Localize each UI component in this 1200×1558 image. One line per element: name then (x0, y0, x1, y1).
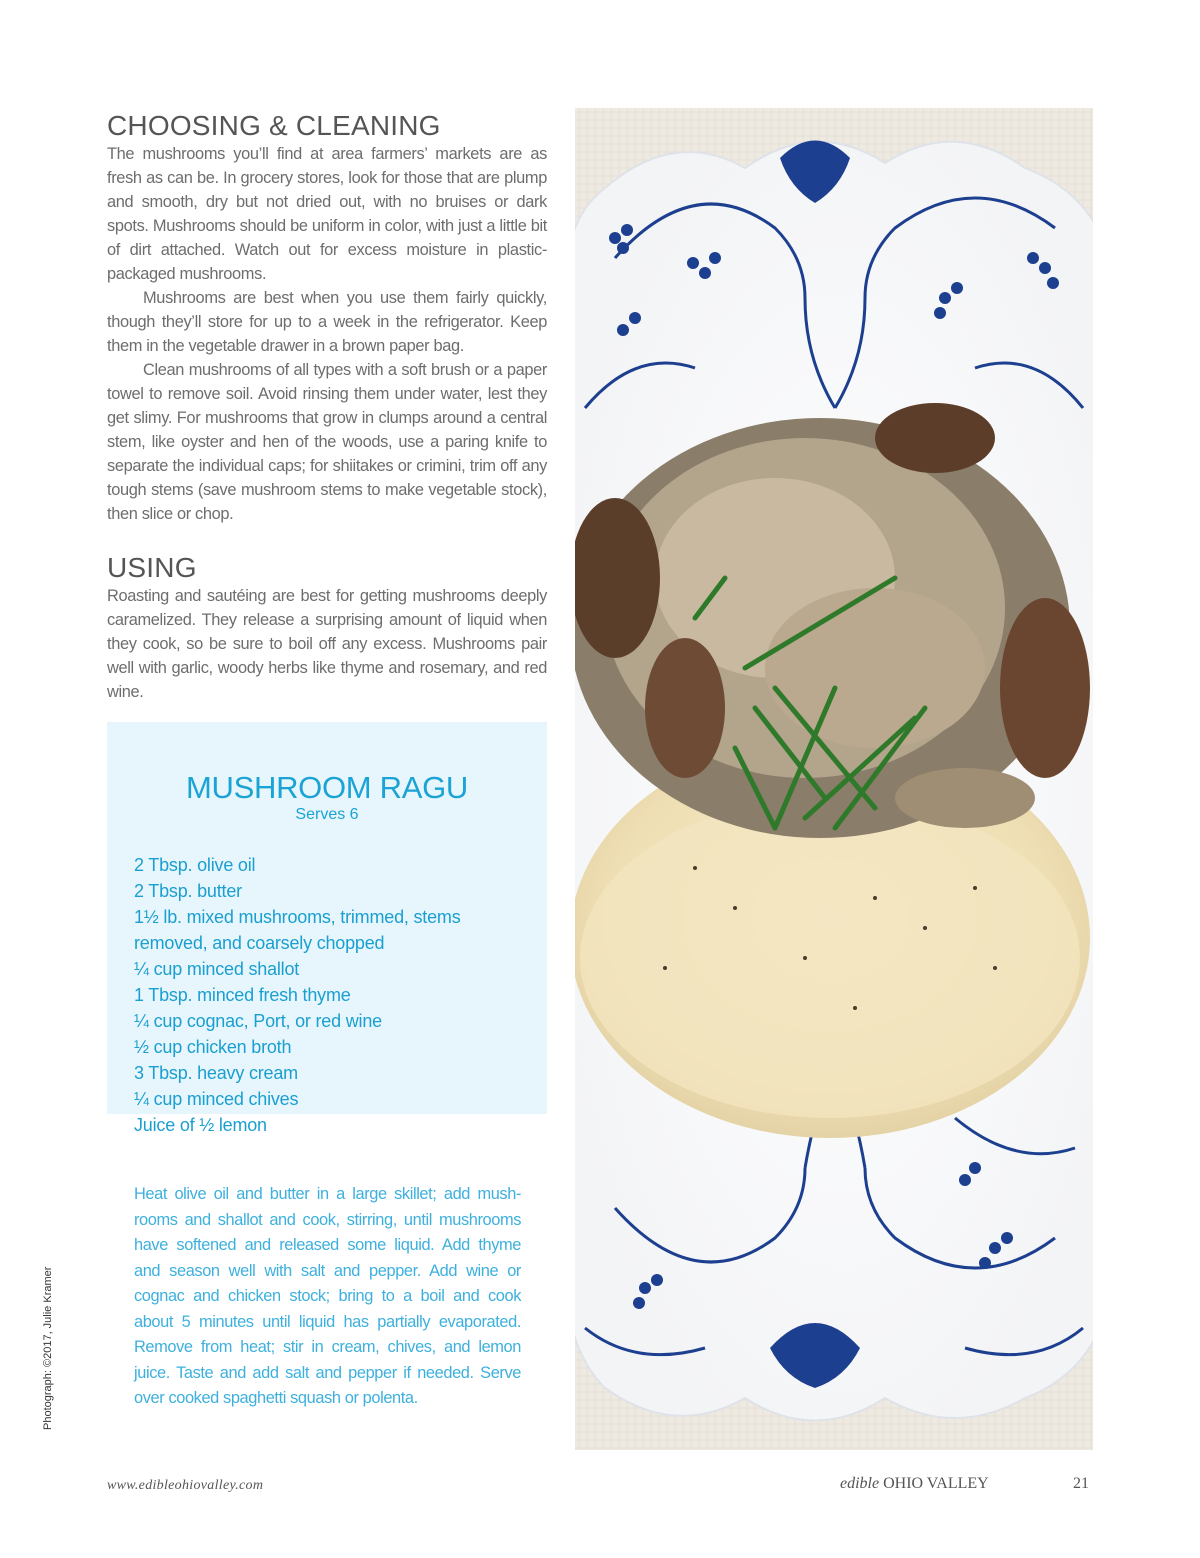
section-body (107, 142, 547, 526)
recipe-box (107, 722, 547, 1407)
photo-credit: Photograph: ©2017, Julie Kramer (42, 1266, 54, 1430)
magazine-region: OHIO VALLEY (883, 1475, 989, 1492)
paragraph: The mushrooms you’ll find at area farmers’ markets are as fresh as can be. In grocery stores, look for those that are plump and smooth, dry but not dried out, with no bruises or dark spots. Mushrooms should be uniform in color, with just a little bit of dirt attached. Watch out for excess moisture in plastic-packaged mushrooms. (107, 145, 547, 283)
section-body (107, 584, 547, 704)
using-section (107, 552, 547, 704)
ingredient-item: 1½ lb. mixed mushrooms, trimmed, stems removed, and coarsely chopped (134, 907, 461, 953)
ingredient-item: ¼ cup cognac, Port, or red wine (134, 1011, 382, 1031)
magazine-edible: edible (840, 1475, 880, 1492)
section-heading: CHOOSING & CLEANING (107, 110, 441, 141)
ingredient-item: 2 Tbsp. olive oil (134, 855, 256, 875)
ingredient-item: Juice of ½ lemon (134, 1115, 267, 1135)
page-number: 21 (1073, 1475, 1089, 1492)
ingredient-item: ¼ cup minced chives (134, 1089, 299, 1109)
section-heading: USING (107, 552, 197, 583)
footer-website: www.edibleohiovalley.com (107, 1478, 264, 1493)
choosing-cleaning-section (107, 110, 547, 526)
ingredient-item: 1 Tbsp. minced fresh thyme (134, 985, 351, 1005)
ingredient-list (134, 852, 534, 1138)
recipe-method: Heat olive oil and butter in a large skillet; add mush-rooms and shallot and cook, stirring, until mushrooms have softened and released some liquid. Add thyme and season well with salt and pepper. Add wine or cognac and chicken stock; bring to a boil and cook about 5 minutes until liquid has partially evaporated. Remove from heat; stir in cream, chives, and lemon juice. Taste and add salt and pepper if needed. Serve over cooked spaghetti squash or polenta. (134, 1185, 521, 1407)
ingredient-item: ½ cup chicken broth (134, 1037, 292, 1057)
ingredient-item: 2 Tbsp. butter (134, 881, 242, 901)
mushroom-ragu-photo (575, 108, 1093, 1450)
ingredient-item: 3 Tbsp. heavy cream (134, 1063, 298, 1083)
recipe-title: MUSHROOM RAGU (186, 770, 468, 805)
paragraph: Clean mushrooms of all types with a soft brush or a paper towel to remove soil. Avoid rinsing them under water, lest they get slimy. For mushrooms that grow in clumps around a central stem, like oyster and hen of the woods, use a paring knife to separate the individual caps; for shiitakes or crimini, trim off any tough stems (save mushroom stems to make vegetable stock), then slice or chop. (107, 361, 547, 523)
footer-magazine-name (840, 1475, 989, 1493)
paragraph: Mushrooms are best when you use them fairly quickly, though they’ll store for up to a week in the refrigerator. Keep them in the vegetable drawer in a brown paper bag. (107, 289, 547, 355)
recipe-serves: Serves 6 (295, 806, 359, 823)
ingredient-item: ¼ cup minced shallot (134, 959, 300, 979)
paragraph: Roasting and sautéing are best for getting mushrooms deeply caramelized. They release a surprising amount of liquid when they cook, so be sure to boil off any excess. Mushrooms pair well with garlic, woody herbs like thyme and rosemary, and red wine. (107, 587, 547, 701)
